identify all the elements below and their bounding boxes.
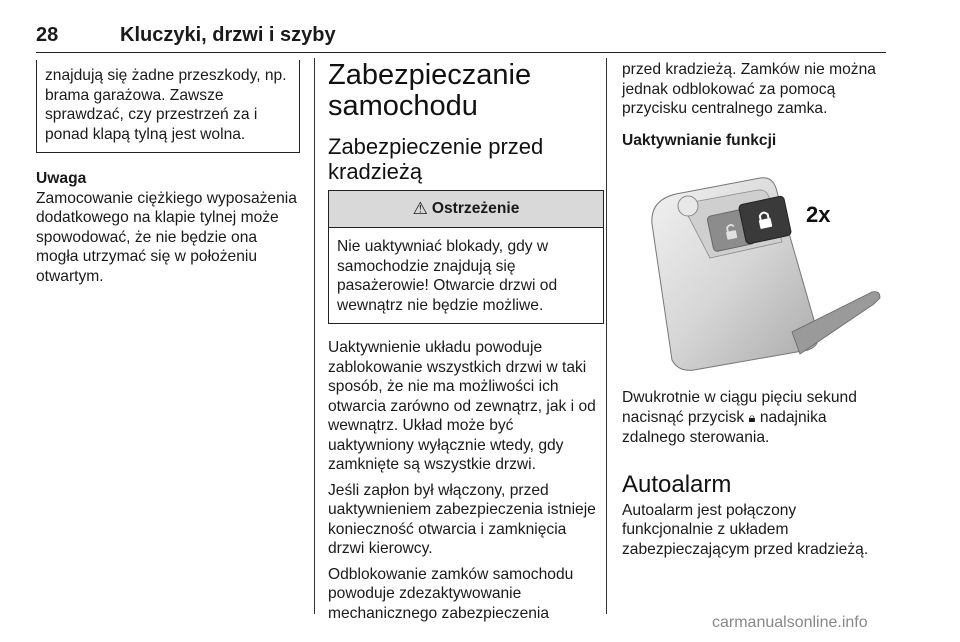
press-twice-label: 2x — [806, 202, 831, 227]
warning-text: Nie uaktywniać blokady, gdy w samochodzie znajdują się pasażerowie! Otwarcie drzwi od wewnątrz nie będzie możliwe. — [337, 238, 558, 314]
paragraph: przed kradzieżą. Zamków nie można jednak odblokować za pomocą przycisku centralnego zamka. — [622, 61, 876, 117]
remote-key-figure — [622, 164, 886, 376]
activation-heading: Uaktywnianie funkcji — [622, 131, 777, 149]
paragraph: Odblokowanie zamków samochodu powoduje zdezaktywowanie mechanicznego zabezpieczenia — [328, 565, 574, 622]
column-divider — [314, 58, 315, 614]
paragraph: Uaktywnienie układu powoduje zablokowanie wszystkich drzwi w taki sposób, że nie ma możliwości ich otwarcia zarówno od zewnątrz, jak i od wewnątrz. Układ może być uaktywniony wyłącznie wtedy, gdy zamknięte są wszystkie drzwi. — [328, 339, 596, 473]
instruction-text-part: nadajnika zdalnego sterowania. — [622, 408, 827, 446]
page-number: 28 — [36, 24, 59, 46]
key-fob-body — [652, 178, 818, 371]
autoalarm-heading: Autoalarm — [622, 470, 732, 498]
autoalarm-text: Autoalarm jest połączony funkcjonalnie z układem zabezpieczającym przed kradzieżą. — [622, 501, 869, 558]
instruction-text — [622, 388, 890, 448]
key-release-button — [678, 196, 698, 216]
note-title: Uwaga — [36, 170, 87, 187]
paragraph: Jeśli zapłon był włączony, przed uaktywnieniem zabezpieczenia istnieje konieczność otwarcia i zamknięcia drzwi kierowcy. — [328, 481, 596, 557]
warning-body — [329, 228, 603, 323]
watermark: carmanualsonline.info — [712, 614, 868, 631]
left-column — [36, 60, 300, 286]
right-column — [622, 60, 890, 559]
continued-warning-box — [36, 60, 300, 153]
subsection-heading: Zabezpieczenie przed kradzieżą — [328, 134, 544, 184]
middle-column — [328, 60, 598, 623]
instruction-text-part: Dwukrotnie w ciągu pięciu sekund nacisnąć przycisk — [622, 389, 857, 426]
continued-text: znajdują się żadne przeszkody, np. brama garażowa. Zawsze sprawdzać, czy przestrzeń za i ponad klapą tylną jest wolna. — [45, 67, 287, 143]
warning-box — [328, 190, 604, 324]
warning-triangle-icon: ⚠ — [412, 199, 428, 218]
warning-header — [329, 191, 603, 228]
warning-label: Ostrzeżenie — [431, 200, 520, 217]
page-title: Kluczyki, drzwi i szyby — [120, 24, 336, 46]
note-text: Zamocowanie ciężkiego wyposażenia dodatkowego na klapie tylnej może spowodować, że nie będzie ona mogła utrzymać się w położeniu otwartym. — [36, 189, 297, 285]
page-header — [36, 22, 886, 53]
column-divider — [606, 58, 607, 614]
key-fob-illustration — [622, 164, 886, 376]
lock-button-icon: 🔒︎ — [748, 410, 756, 426]
section-heading: Zabezpieczanie samochodu — [328, 59, 532, 122]
